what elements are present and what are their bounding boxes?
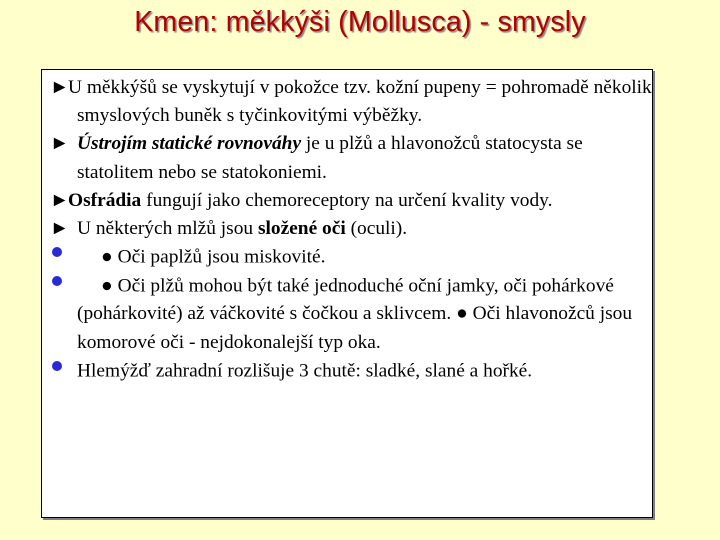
paragraph-text: je u plžů a hlavonožců statocysta se statolitem nebo se statokoniemi. xyxy=(77,133,583,183)
paragraph-compound-eyes xyxy=(50,215,654,243)
paragraph-text: Oči paplžů jsou miskovité. xyxy=(117,246,326,268)
paragraph-text: Oči plžů mohou být také jednoduché oční jamky, oči pohárkové (pohárkovité) až váčkovité s čočkou a sklivcem. xyxy=(77,275,614,325)
paragraph-text: fungují jako chemoreceptory na určení kvality vody. xyxy=(141,189,553,211)
paragraph-statocyst xyxy=(50,130,654,186)
paragraph-osphradia xyxy=(50,187,654,215)
paragraph-skin-receptors xyxy=(50,74,654,130)
inner-bullet-icon: ● xyxy=(456,303,468,325)
paragraph-text: (oculi). xyxy=(345,218,408,240)
paragraph-text: Hlemýžď zahradní rozlišuje 3 chutě: sladké, slané a hořké. xyxy=(77,360,533,382)
slide-title: Kmen: měkkýši (Mollusca) - smysly xyxy=(134,6,586,38)
content-text xyxy=(50,74,654,385)
paragraph-snail-taste xyxy=(50,357,654,386)
triangle-bullet-icon: ► xyxy=(50,133,70,155)
inner-bullet-icon: ● xyxy=(101,275,113,297)
bullet-dot-icon xyxy=(50,357,77,376)
term-compound-eyes: složené oči xyxy=(257,218,346,240)
term-statocyst: Ústrojím statické rovnováhy xyxy=(77,133,302,155)
paragraph-text: U některých mlžů jsou xyxy=(77,218,258,240)
triangle-bullet-icon: ► xyxy=(50,218,70,240)
paragraph-snail-eyes xyxy=(50,272,654,357)
paragraph-text: Oči hlavonožců jsou komorové oči - nejdokonalejší typ oka. xyxy=(77,303,633,353)
term-osphradia: Osfrádia xyxy=(68,189,142,211)
paragraph-text: U měkkýšů se vyskytují v pokožce tzv. kožní pupeny = pohromadě několik smyslových buněk s tyčinkovitými výběžky. xyxy=(68,77,652,127)
triangle-bullet-icon: ► xyxy=(50,189,70,211)
bullet-dot-icon xyxy=(50,272,77,291)
triangle-bullet-icon: ► xyxy=(50,77,70,98)
bullet-dot-icon xyxy=(50,243,77,262)
inner-bullet-icon: ● xyxy=(101,246,113,268)
paragraph-chitons-eyes xyxy=(50,243,654,272)
